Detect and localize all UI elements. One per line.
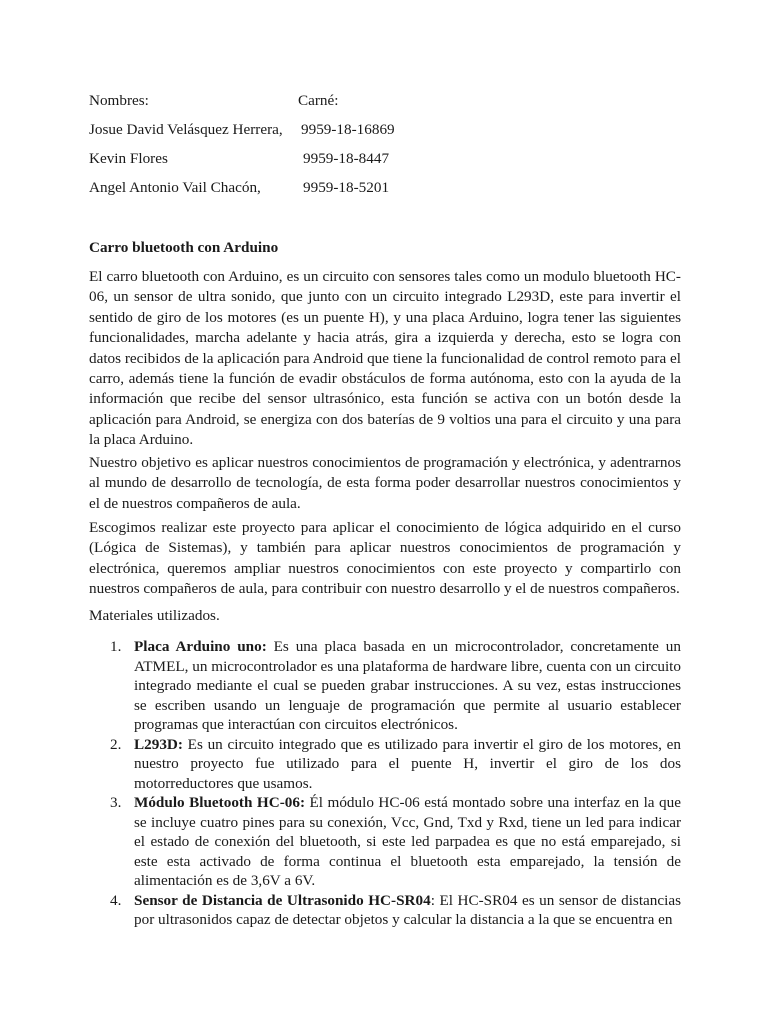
list-item-number: 2. bbox=[110, 735, 122, 753]
member-carne: 9959-18-16869 bbox=[301, 121, 395, 138]
document-title: Carro bluetooth con Arduino bbox=[89, 239, 279, 256]
motivation-paragraph: Escogimos realizar este proyecto para aplicar el conocimiento de lógica adquirido en el curso (Lógica de Sistemas), y también para aplicar nuestros conocimientos de programación y electrónica, queremos ampliar nuestros conocimientos con este proyecto y compartirlo con nuestros compañeros de aula, para contribuir con nuestro desarrollo y el de nuestros compañeros. bbox=[89, 519, 681, 598]
list-item-term: L293D: bbox=[134, 735, 183, 753]
list-item-term: Módulo Bluetooth HC-06: bbox=[134, 794, 306, 811]
list-item-term: Sensor de Distancia de Ultrasonido HC-SR04 bbox=[134, 891, 431, 909]
objective-paragraph: Nuestro objetivo es aplicar nuestros conocimientos de programación y electrónica, y adentrarnos al mundo de desarrollo de tecnología, de esta forma poder desarrollar nuestros conocimientos y el de nuestros compañeros de aula. bbox=[89, 454, 681, 512]
list-item-text: Es un circuito integrado que es utilizado para invertir el giro de los motores, en nuestro proyecto fue utilizado para el puente H, invertir el giro de los dos motorreductores que usamos. bbox=[134, 735, 681, 792]
member-carne: 9959-18-8447 bbox=[303, 150, 390, 167]
member-name: Josue David Velásquez Herrera, bbox=[89, 121, 283, 138]
names-label: Nombres: bbox=[89, 92, 149, 109]
intro-paragraph: El carro bluetooth con Arduino, es un circuito con sensores tales como un modulo bluetooth HC-06, un sensor de ultra sonido, que junto con un circuito integrado L293D, este para invertir el sentido de giro de los motores (es un puente H), y una placa Arduino, logra tener las siguientes funcionalidades, marcha adelante y hacia atrás, gira a izquierda y derecha, esto se logra con datos recibidos de la aplicación para Android que tiene la funcionalidad de control remoto para el carro, además tiene la función de evadir obstáculos de forma autónoma, esto con la ayuda de la información que recibe del sensor ultrasónico, esta función se activa con un botón desde la aplicación para Android, se energiza con dos baterías de 9 voltios una para el circuito y una para la placa Arduino. bbox=[89, 268, 681, 449]
list-item-text: Es una placa basada en un microcontrolador, concretamente un ATMEL, un microcontrolador es una plataforma de hardware libre, cuenta con un circuito integrado mediante el cual se pueden grabar instrucciones. A su vez, estas instrucciones se escriben usando un lenguaje de programación que permite al usuario establecer programas que interactúan con circuitos electrónicos. bbox=[134, 638, 681, 733]
list-item-text: Él módulo HC-06 está montado sobre una interfaz en la que se incluye cuatro pines para su conexión, Vcc, Gnd, Txd y Rxd, tiene un led para indicar el estado de conexión del bluetooth, si este led parpadea es que no está emparejado, si este esta activado de forma continua el bluetooth esta emparejado, la tensión de alimentación es de 3,6V a 6V. bbox=[134, 794, 681, 889]
list-item bbox=[89, 793, 681, 891]
list-item-number: 3. bbox=[110, 794, 122, 811]
list-item bbox=[89, 891, 681, 930]
list-item-term: Placa Arduino uno: bbox=[134, 638, 267, 655]
list-item-text: : El HC-SR04 es un sensor de distancias por ultrasonidos capaz de detectar objetos y calcular la distancia a la que se encuentra en bbox=[134, 891, 681, 928]
list-item bbox=[89, 637, 681, 735]
member-name: Angel Antonio Vail Chacón, bbox=[89, 179, 261, 196]
list-item bbox=[89, 735, 681, 794]
materials-heading: Materiales utilizados. bbox=[89, 607, 220, 624]
carne-label: Carné: bbox=[298, 92, 339, 109]
member-carne: 9959-18-5201 bbox=[303, 179, 390, 196]
list-item-number: 4. bbox=[110, 891, 122, 909]
materials-list bbox=[89, 637, 681, 930]
member-name: Kevin Flores bbox=[89, 150, 168, 167]
list-item-number: 1. bbox=[110, 638, 122, 655]
